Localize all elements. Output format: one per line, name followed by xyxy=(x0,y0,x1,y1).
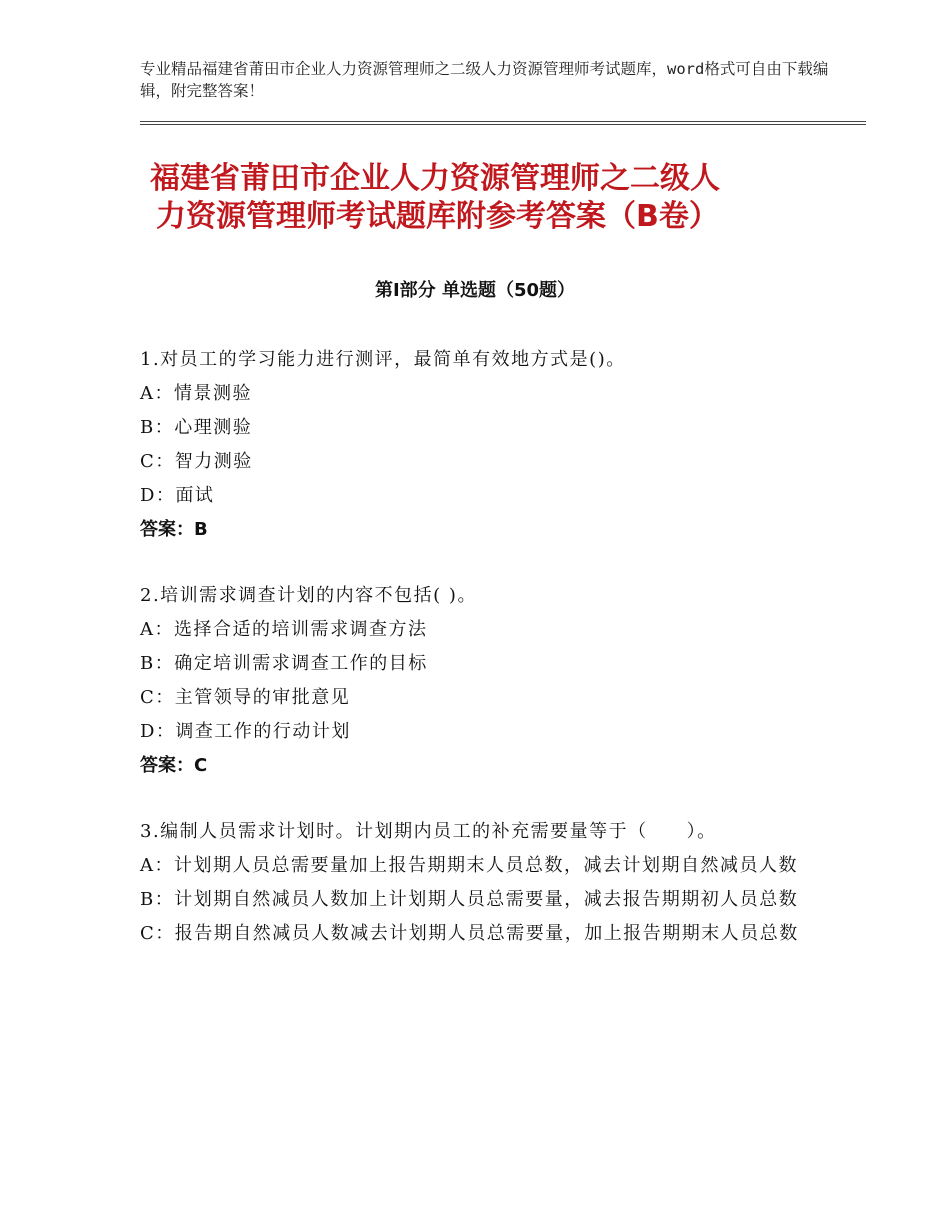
option-d: D：调查工作的行动计划 xyxy=(140,721,351,742)
option-a: A：情景测验 xyxy=(140,383,252,404)
question-stem: 2.培训需求调查计划的内容不包括( )。 xyxy=(140,585,477,606)
answer: 答案：B xyxy=(140,519,208,540)
question-list xyxy=(140,343,820,983)
question-1 xyxy=(140,343,820,547)
question-3 xyxy=(140,815,820,951)
question-stem: 1.对员工的学习能力进行测评，最简单有效地方式是()。 xyxy=(140,349,626,370)
option-c: C：智力测验 xyxy=(140,451,253,472)
option-b: B：确定培训需求调查工作的目标 xyxy=(140,653,428,674)
option-c: C：主管领导的审批意见 xyxy=(140,687,351,708)
option-b: B：心理测验 xyxy=(140,417,253,438)
title-line-2: 力资源管理师考试题库附参考答案（B卷） xyxy=(156,199,719,234)
question-stem: 3.编制人员需求计划时。计划期内员工的补充需要量等于（ ）。 xyxy=(140,821,717,842)
option-a: A：选择合适的培训需求调查方法 xyxy=(140,619,428,640)
answer: 答案：C xyxy=(140,755,208,776)
header-rule-bottom xyxy=(140,124,866,125)
document-title xyxy=(150,160,830,236)
header-note: 专业精品福建省莆田市企业人力资源管理师之二级人力资源管理师考试题库，word格式可自由下载编辑，附完整答案！ xyxy=(140,60,829,100)
question-2 xyxy=(140,579,820,783)
option-a: A：计划期人员总需要量加上报告期期末人员总数，减去计划期自然减员人数 xyxy=(140,855,798,876)
title-line-1: 福建省莆田市企业人力资源管理师之二级人 xyxy=(150,161,720,196)
header-rule-top xyxy=(140,121,866,122)
option-d: D：面试 xyxy=(140,485,215,506)
option-c: C：报告期自然减员人数减去计划期人员总需要量，加上报告期期末人员总数 xyxy=(140,923,799,944)
section-heading: 第Ⅰ部分 单选题（50题） xyxy=(374,280,575,301)
option-b: B：计划期自然减员人数加上计划期人员总需要量，减去报告期期初人员总数 xyxy=(140,889,799,910)
